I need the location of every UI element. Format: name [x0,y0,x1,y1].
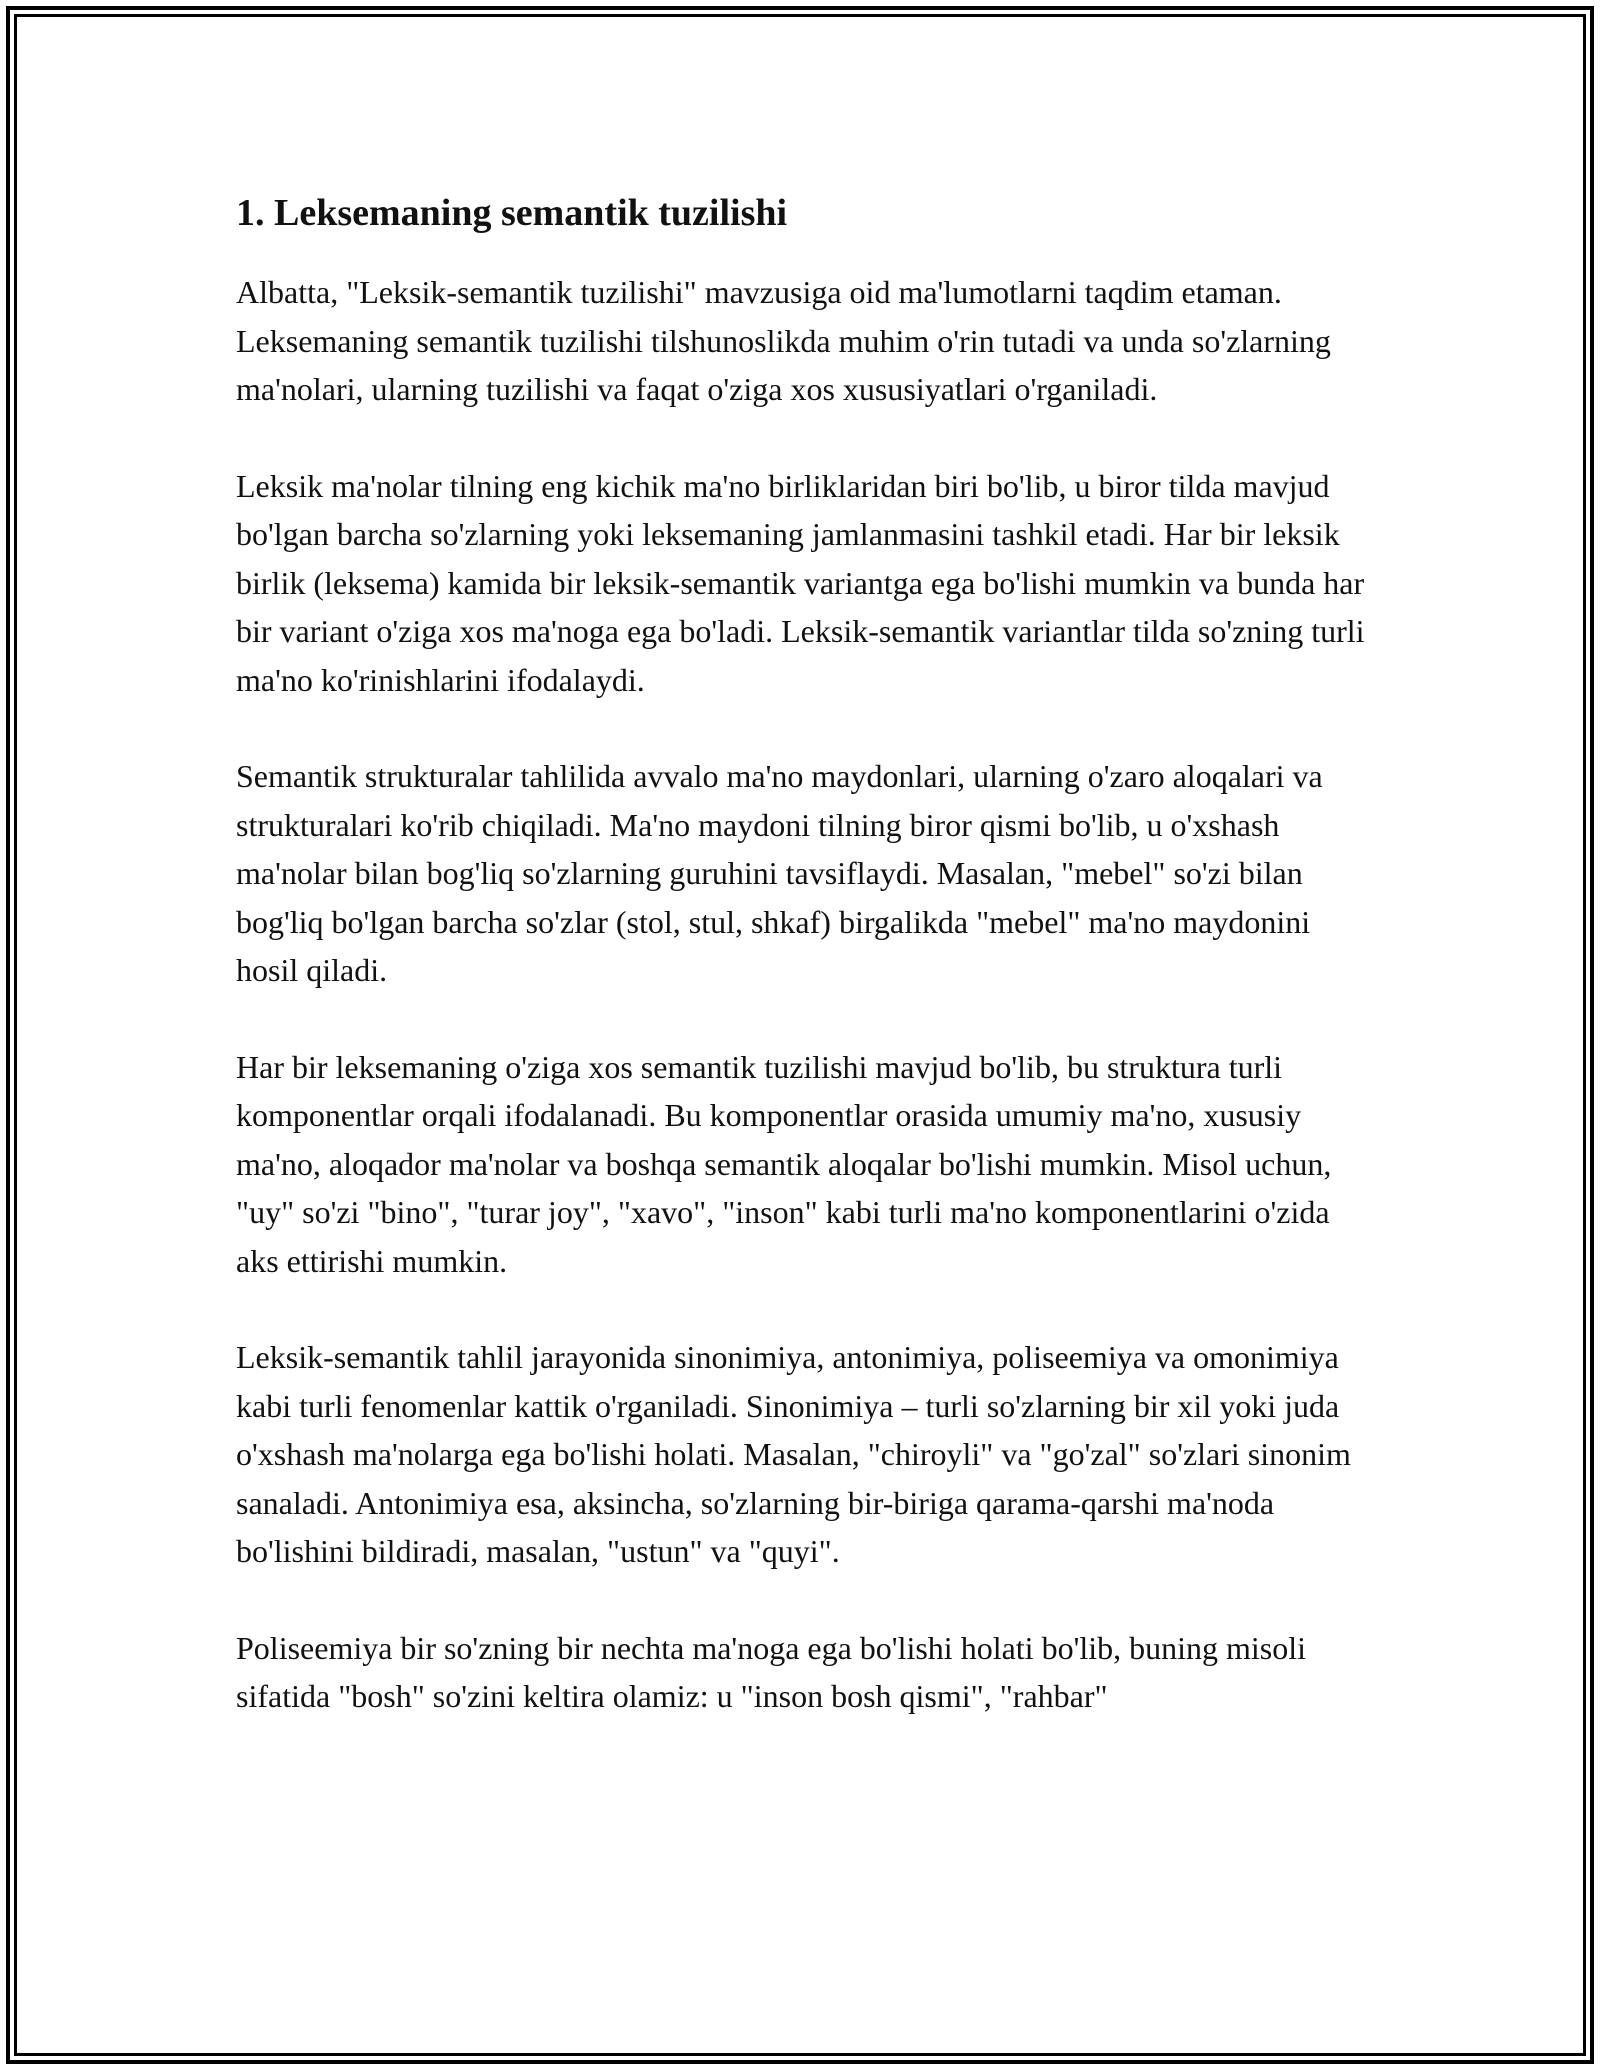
paragraph-lexeme-structure: Har bir leksemaning o'ziga xos semantik tuzilishi mavjud bo'lib, bu struktura turli komponentlar orqali ifodalanadi. Bu komponentlar orasida umumiy ma'no, xususiy ma'no, aloqador ma'nolar va boshqa semantik aloqalar bo'lishi mumkin. Misol uchun, "uy" so'zi "bino", "turar joy", "xavo", "inson" kabi turli ma'no komponentlarini o'zida aks ettirishi mumkin. [236,1048,1332,1279]
paragraph-semantic-structures: Semantik strukturalar tahlilida avvalo ma'no maydonlari, ularning o'zaro aloqalari va strukturalari ko'rib chiqiladi. Ma'no maydoni tilning biror qismi bo'lib, u o'xshash ma'nolar bilan bog'liq so'zlarning guruhini tavsiflaydi. Masalan, "mebel" so'zi bilan bog'liq bo'lgan barcha so'zlar (stol, stul, shkaf) birgalikda "mebel" ma'no maydonini hosil qiladi. [236,758,1323,988]
paragraph-intro: Albatta, "Leksik-semantik tuzilishi" mavzusiga oid ma'lumotlarni taqdim etaman. Leksemaning semantik tuzilishi tilshunoslikda muhim o'rin tutadi va unda so'zlarning ma'nolari, ularning tuzilishi va faqat o'ziga xos xususiyatlari o'rganiladi. [236,274,1331,407]
paragraph-lexical-meanings: Leksik ma'nolar tilning eng kichik ma'no birliklaridan biri bo'lib, u biror tilda mavjud bo'lgan barcha so'zlarning yoki leksemaning jamlanmasini tashkil etadi. Har bir leksik birlik (leksema) kamida bir leksik-semantik variantga ega bo'lishi mumkin va bunda har bir variant o'ziga xos ma'noga ega bo'ladi. Leksik-semantik variantlar tilda so'zning turli ma'no ko'rinishlarini ifodalaydi. [236,467,1365,698]
paragraph-lexical-semantic-analysis: Leksik-semantik tahlil jarayonida sinonimiya, antonimiya, poliseemiya va omonimiya kabi turli fenomenlar kattik o'rganiladi. Sinonimiya – turli so'zlarning bir xil yoki juda o'xshash ma'nolarga ega bo'lishi holati. Masalan, "chiroyli" va "go'zal" so'zlari sinonim sanaladi. Antonimiya esa, aksincha, so'zlarning bir-biriga qarama-qarshi ma'noda bo'lishini bildiradi, masalan, "ustun" va "quyi". [236,1339,1351,1569]
paragraph-polysemy: Poliseemiya bir so'zning bir nechta ma'noga ega bo'lishi holati bo'lib, buning misoli sifatida "bosh" so'zini keltira olamiz: u "inson bosh qismi", "rahbar" [236,1629,1307,1714]
document-body [236,188,1376,1769]
section-heading: 1. Leksemaning semantik tuzilishi [236,192,788,234]
